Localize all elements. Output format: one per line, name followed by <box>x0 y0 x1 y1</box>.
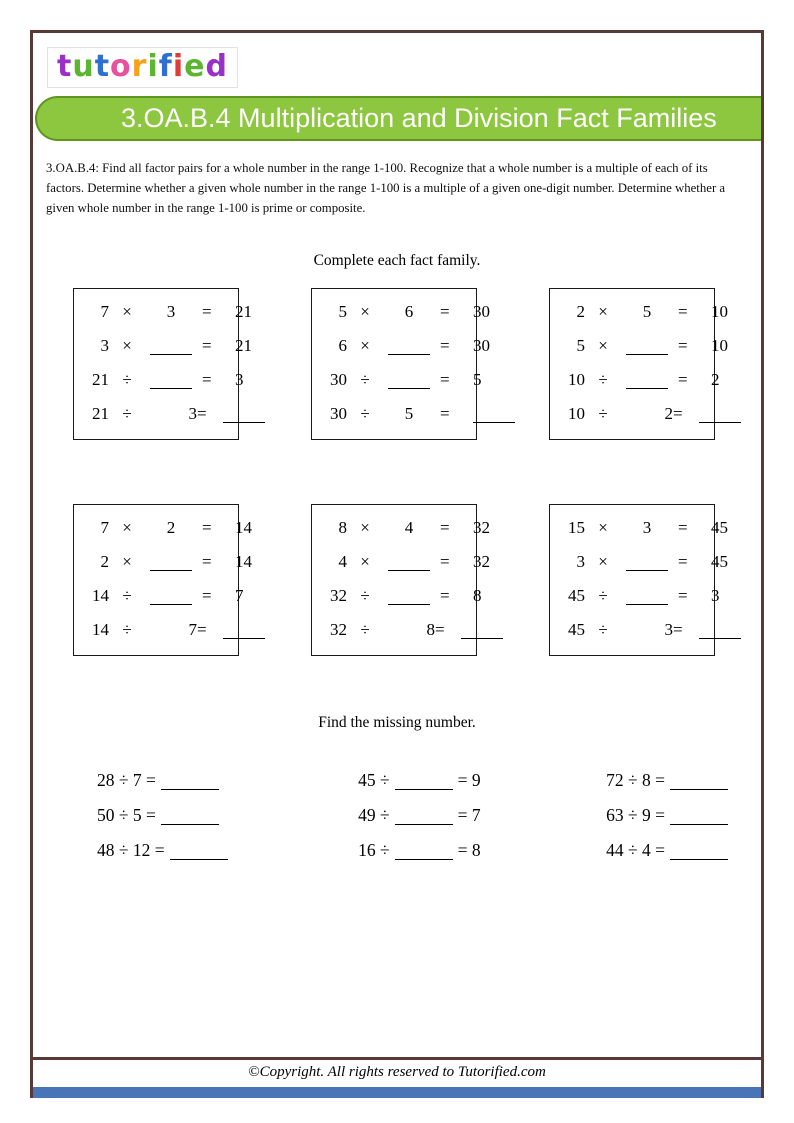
equals-symbol: = <box>440 518 450 538</box>
answer-blank <box>150 343 192 355</box>
equation-term: 7 <box>188 620 197 640</box>
equals-symbol: = <box>202 552 212 572</box>
fact-family-row <box>73 363 283 397</box>
equation-term: 45 <box>711 518 728 538</box>
fact-family-row <box>73 613 283 647</box>
equation-term: 14 <box>92 586 109 606</box>
equation-term: 8 <box>426 620 435 640</box>
missing-number-equation <box>97 840 233 861</box>
equation-text: = 7 <box>457 805 481 826</box>
fact-family-row <box>549 613 759 647</box>
fact-family-box <box>73 504 283 656</box>
equals-symbol: = <box>678 336 688 356</box>
logo-letter: f <box>158 49 173 84</box>
missing-number-equation <box>358 770 480 791</box>
equals-symbol: = <box>440 302 450 322</box>
operator-symbol: × <box>360 336 370 356</box>
equation-text: 48 ÷ 12 = <box>97 840 165 861</box>
footer-rule <box>33 1057 761 1060</box>
operator-symbol: × <box>122 336 132 356</box>
operator-symbol: × <box>598 302 608 322</box>
answer-blank <box>670 848 728 860</box>
equals-symbol: = <box>202 586 212 606</box>
operator-symbol: × <box>598 518 608 538</box>
missing-number-equation <box>97 770 233 791</box>
operator-symbol: × <box>598 336 608 356</box>
missing-number-column <box>358 770 480 861</box>
fact-family-box <box>311 288 521 440</box>
equation-text: 28 ÷ 7 = <box>97 770 156 791</box>
equation-term: 45 <box>568 620 585 640</box>
fact-family-grid-row-1 <box>33 288 761 440</box>
equation-term <box>621 586 673 606</box>
equals-symbol: = <box>440 552 450 572</box>
equals-symbol: = <box>435 620 445 640</box>
logo-letter: t <box>57 49 73 84</box>
answer-blank <box>395 848 453 860</box>
fact-family-row <box>549 511 759 545</box>
equals-symbol: = <box>202 302 212 322</box>
answer-blank <box>699 411 741 423</box>
missing-number-equation <box>606 770 733 791</box>
operator-symbol: × <box>122 518 132 538</box>
operator-symbol: ÷ <box>122 370 132 390</box>
standard-description: 3.OA.B.4: Find all factor pairs for a whole number in the range 1-100. Recognize that a whole number is a multiple of each of its factors. Determine whether a given whole number in the range 1-100 is a multiple of a given one-digit number. Determine whether a given whole number in the range 1-100 is prime or composite. <box>46 161 726 215</box>
missing-number-equation <box>606 805 733 826</box>
answer-blank <box>161 813 219 825</box>
equation-term: 10 <box>568 370 585 390</box>
equation-term: 14 <box>235 552 252 572</box>
answer-blank <box>670 778 728 790</box>
equation-text: 44 ÷ 4 = <box>606 840 665 861</box>
operator-symbol: ÷ <box>360 404 370 424</box>
operator-symbol: ÷ <box>360 370 370 390</box>
equation-term: 10 <box>711 336 728 356</box>
equation-term: 21 <box>92 404 109 424</box>
equation-text: 50 ÷ 5 = <box>97 805 156 826</box>
operator-symbol: ÷ <box>598 620 608 640</box>
equation-term: 7 <box>100 518 109 538</box>
equation-text: 63 ÷ 9 = <box>606 805 665 826</box>
equals-symbol: = <box>678 586 688 606</box>
equation-text: 16 ÷ <box>358 840 390 861</box>
equation-text: 45 ÷ <box>358 770 390 791</box>
equation-term <box>223 404 283 424</box>
equation-term <box>145 552 197 572</box>
equation-term: 2 <box>576 302 585 322</box>
answer-blank <box>626 593 668 605</box>
equals-symbol: = <box>678 552 688 572</box>
copyright-text: ©Copyright. All rights reserved to Tutorified.com <box>248 1064 546 1080</box>
equals-symbol: = <box>678 518 688 538</box>
operator-symbol: × <box>598 552 608 572</box>
fact-family-row <box>549 295 759 329</box>
equation-term: 6 <box>338 336 347 356</box>
fact-family-row <box>311 613 521 647</box>
equation-term: 3 <box>642 518 652 538</box>
equation-term <box>383 552 435 572</box>
equation-term: 2 <box>166 518 176 538</box>
operator-symbol: × <box>360 552 370 572</box>
equals-symbol: = <box>440 336 450 356</box>
operator-symbol: × <box>360 518 370 538</box>
fact-family-row <box>549 545 759 579</box>
operator-symbol: ÷ <box>122 620 132 640</box>
answer-blank <box>388 593 430 605</box>
answer-blank <box>388 377 430 389</box>
fact-family-row <box>311 329 521 363</box>
fact-family-row <box>311 511 521 545</box>
equation-term <box>223 620 283 640</box>
equals-symbol: = <box>440 370 450 390</box>
fact-family-box <box>311 504 521 656</box>
answer-blank <box>223 627 265 639</box>
logo-letter: d <box>205 49 228 84</box>
answer-blank <box>473 411 515 423</box>
equation-term: 32 <box>330 586 347 606</box>
operator-symbol: ÷ <box>598 404 608 424</box>
equation-term: 45 <box>711 552 728 572</box>
fact-family-box <box>549 288 759 440</box>
operator-symbol: ÷ <box>122 586 132 606</box>
logo-letter: r <box>131 49 148 84</box>
operator-symbol: ÷ <box>598 370 608 390</box>
equation-term <box>145 370 197 390</box>
fact-family-row <box>73 579 283 613</box>
page-title: 3.OA.B.4 Multiplication and Division Fact Families <box>121 103 717 133</box>
fact-family-row <box>73 511 283 545</box>
equation-term <box>145 586 197 606</box>
equation-term: 5 <box>338 302 347 322</box>
equation-term: 32 <box>473 518 490 538</box>
logo-letter: i <box>147 49 159 84</box>
answer-blank <box>150 559 192 571</box>
equation-term: 15 <box>568 518 585 538</box>
answer-blank <box>161 778 219 790</box>
equation-term: 2 <box>664 404 673 424</box>
missing-number-heading: Find the missing number. <box>318 714 476 732</box>
equation-term: 8 <box>473 586 482 606</box>
answer-blank <box>699 627 741 639</box>
missing-number-column <box>97 770 233 861</box>
fact-family-row <box>73 397 283 431</box>
fact-family-row <box>311 579 521 613</box>
equals-symbol: = <box>197 404 207 424</box>
fact-family-row <box>311 545 521 579</box>
equation-term: 4 <box>404 518 414 538</box>
fact-family-box <box>549 504 759 656</box>
answer-blank <box>388 559 430 571</box>
fact-family-row <box>73 295 283 329</box>
equals-symbol: = <box>440 404 450 424</box>
equation-term: 2 <box>100 552 109 572</box>
operator-symbol: ÷ <box>360 620 370 640</box>
equation-term: 14 <box>235 518 252 538</box>
operator-symbol: ÷ <box>360 586 370 606</box>
missing-number-column <box>606 770 733 861</box>
equation-text: 72 ÷ 8 = <box>606 770 665 791</box>
answer-blank <box>388 343 430 355</box>
equation-term: 30 <box>330 404 347 424</box>
logo-letter: o <box>110 49 132 84</box>
equation-term <box>145 336 197 356</box>
logo-letter: u <box>72 49 95 84</box>
answer-blank <box>150 593 192 605</box>
fact-family-row <box>549 329 759 363</box>
fact-family-row <box>549 363 759 397</box>
equation-term: 4 <box>338 552 347 572</box>
logo <box>47 47 238 88</box>
equation-term: 3 <box>235 370 244 390</box>
equals-symbol: = <box>202 518 212 538</box>
equation-term: 3 <box>664 620 673 640</box>
worksheet-page <box>30 30 764 1098</box>
equation-term: 3 <box>188 404 197 424</box>
answer-blank <box>626 343 668 355</box>
missing-number-equation <box>97 805 233 826</box>
answer-blank <box>461 627 503 639</box>
equation-term: 45 <box>568 586 585 606</box>
missing-number-grid <box>33 770 761 861</box>
fact-family-box <box>73 288 283 440</box>
missing-number-equation <box>358 805 480 826</box>
operator-symbol: × <box>360 302 370 322</box>
equation-term: 2 <box>711 370 720 390</box>
equation-term: 3 <box>576 552 585 572</box>
equals-symbol: = <box>440 586 450 606</box>
equation-term: 30 <box>473 302 490 322</box>
answer-blank <box>150 377 192 389</box>
equals-symbol: = <box>678 302 688 322</box>
equation-term: 10 <box>568 404 585 424</box>
logo-letter: e <box>184 49 206 84</box>
equation-term: 6 <box>404 302 414 322</box>
fact-family-row <box>549 579 759 613</box>
equation-term: 3 <box>100 336 109 356</box>
equation-term: 5 <box>473 370 482 390</box>
answer-blank <box>670 813 728 825</box>
equals-symbol: = <box>202 336 212 356</box>
equals-symbol: = <box>673 620 683 640</box>
operator-symbol: × <box>122 302 132 322</box>
equation-term: 3 <box>711 586 720 606</box>
equation-term <box>383 586 435 606</box>
equals-symbol: = <box>202 370 212 390</box>
answer-blank <box>170 848 228 860</box>
equals-symbol: = <box>673 404 683 424</box>
equation-text: 49 ÷ <box>358 805 390 826</box>
logo-letter: i <box>172 49 185 84</box>
logo-letter: t <box>94 49 111 84</box>
missing-number-equation <box>606 840 733 861</box>
equation-term: 5 <box>642 302 652 322</box>
footer-blue-bar <box>33 1087 761 1098</box>
equation-term <box>383 370 435 390</box>
fact-family-row <box>73 329 283 363</box>
equation-term: 32 <box>330 620 347 640</box>
equation-term: 7 <box>235 586 244 606</box>
equation-term: 7 <box>100 302 109 322</box>
equation-term: 14 <box>92 620 109 640</box>
equation-term: 30 <box>330 370 347 390</box>
equation-term: 3 <box>166 302 176 322</box>
fact-family-heading: Complete each fact family. <box>313 252 481 270</box>
answer-blank <box>395 813 453 825</box>
fact-family-row <box>549 397 759 431</box>
equation-term: 21 <box>92 370 109 390</box>
equation-term: 21 <box>235 302 252 322</box>
fact-family-row <box>311 363 521 397</box>
operator-symbol: × <box>122 552 132 572</box>
equation-term <box>699 404 759 424</box>
equation-term <box>621 336 673 356</box>
answer-blank <box>626 377 668 389</box>
equation-term: 5 <box>404 404 414 424</box>
equation-term <box>461 404 521 424</box>
equation-term <box>383 336 435 356</box>
equation-term: 10 <box>711 302 728 322</box>
equation-term <box>621 552 673 572</box>
fact-family-row <box>73 545 283 579</box>
equation-term: 21 <box>235 336 252 356</box>
equation-term <box>699 620 759 640</box>
operator-symbol: ÷ <box>122 404 132 424</box>
answer-blank <box>395 778 453 790</box>
answer-blank <box>626 559 668 571</box>
equation-text: = 8 <box>457 840 481 861</box>
operator-symbol: ÷ <box>598 586 608 606</box>
fact-family-row <box>311 397 521 431</box>
equation-term <box>621 370 673 390</box>
fact-family-grid-row-2 <box>33 504 761 656</box>
equals-symbol: = <box>197 620 207 640</box>
missing-number-equation <box>358 840 480 861</box>
fact-family-row <box>311 295 521 329</box>
equation-text: = 9 <box>457 770 481 791</box>
equation-term: 8 <box>338 518 347 538</box>
equation-term: 32 <box>473 552 490 572</box>
equals-symbol: = <box>678 370 688 390</box>
answer-blank <box>223 411 265 423</box>
equation-term: 30 <box>473 336 490 356</box>
equation-term <box>461 620 521 640</box>
equation-term: 5 <box>576 336 585 356</box>
title-banner <box>35 96 761 141</box>
